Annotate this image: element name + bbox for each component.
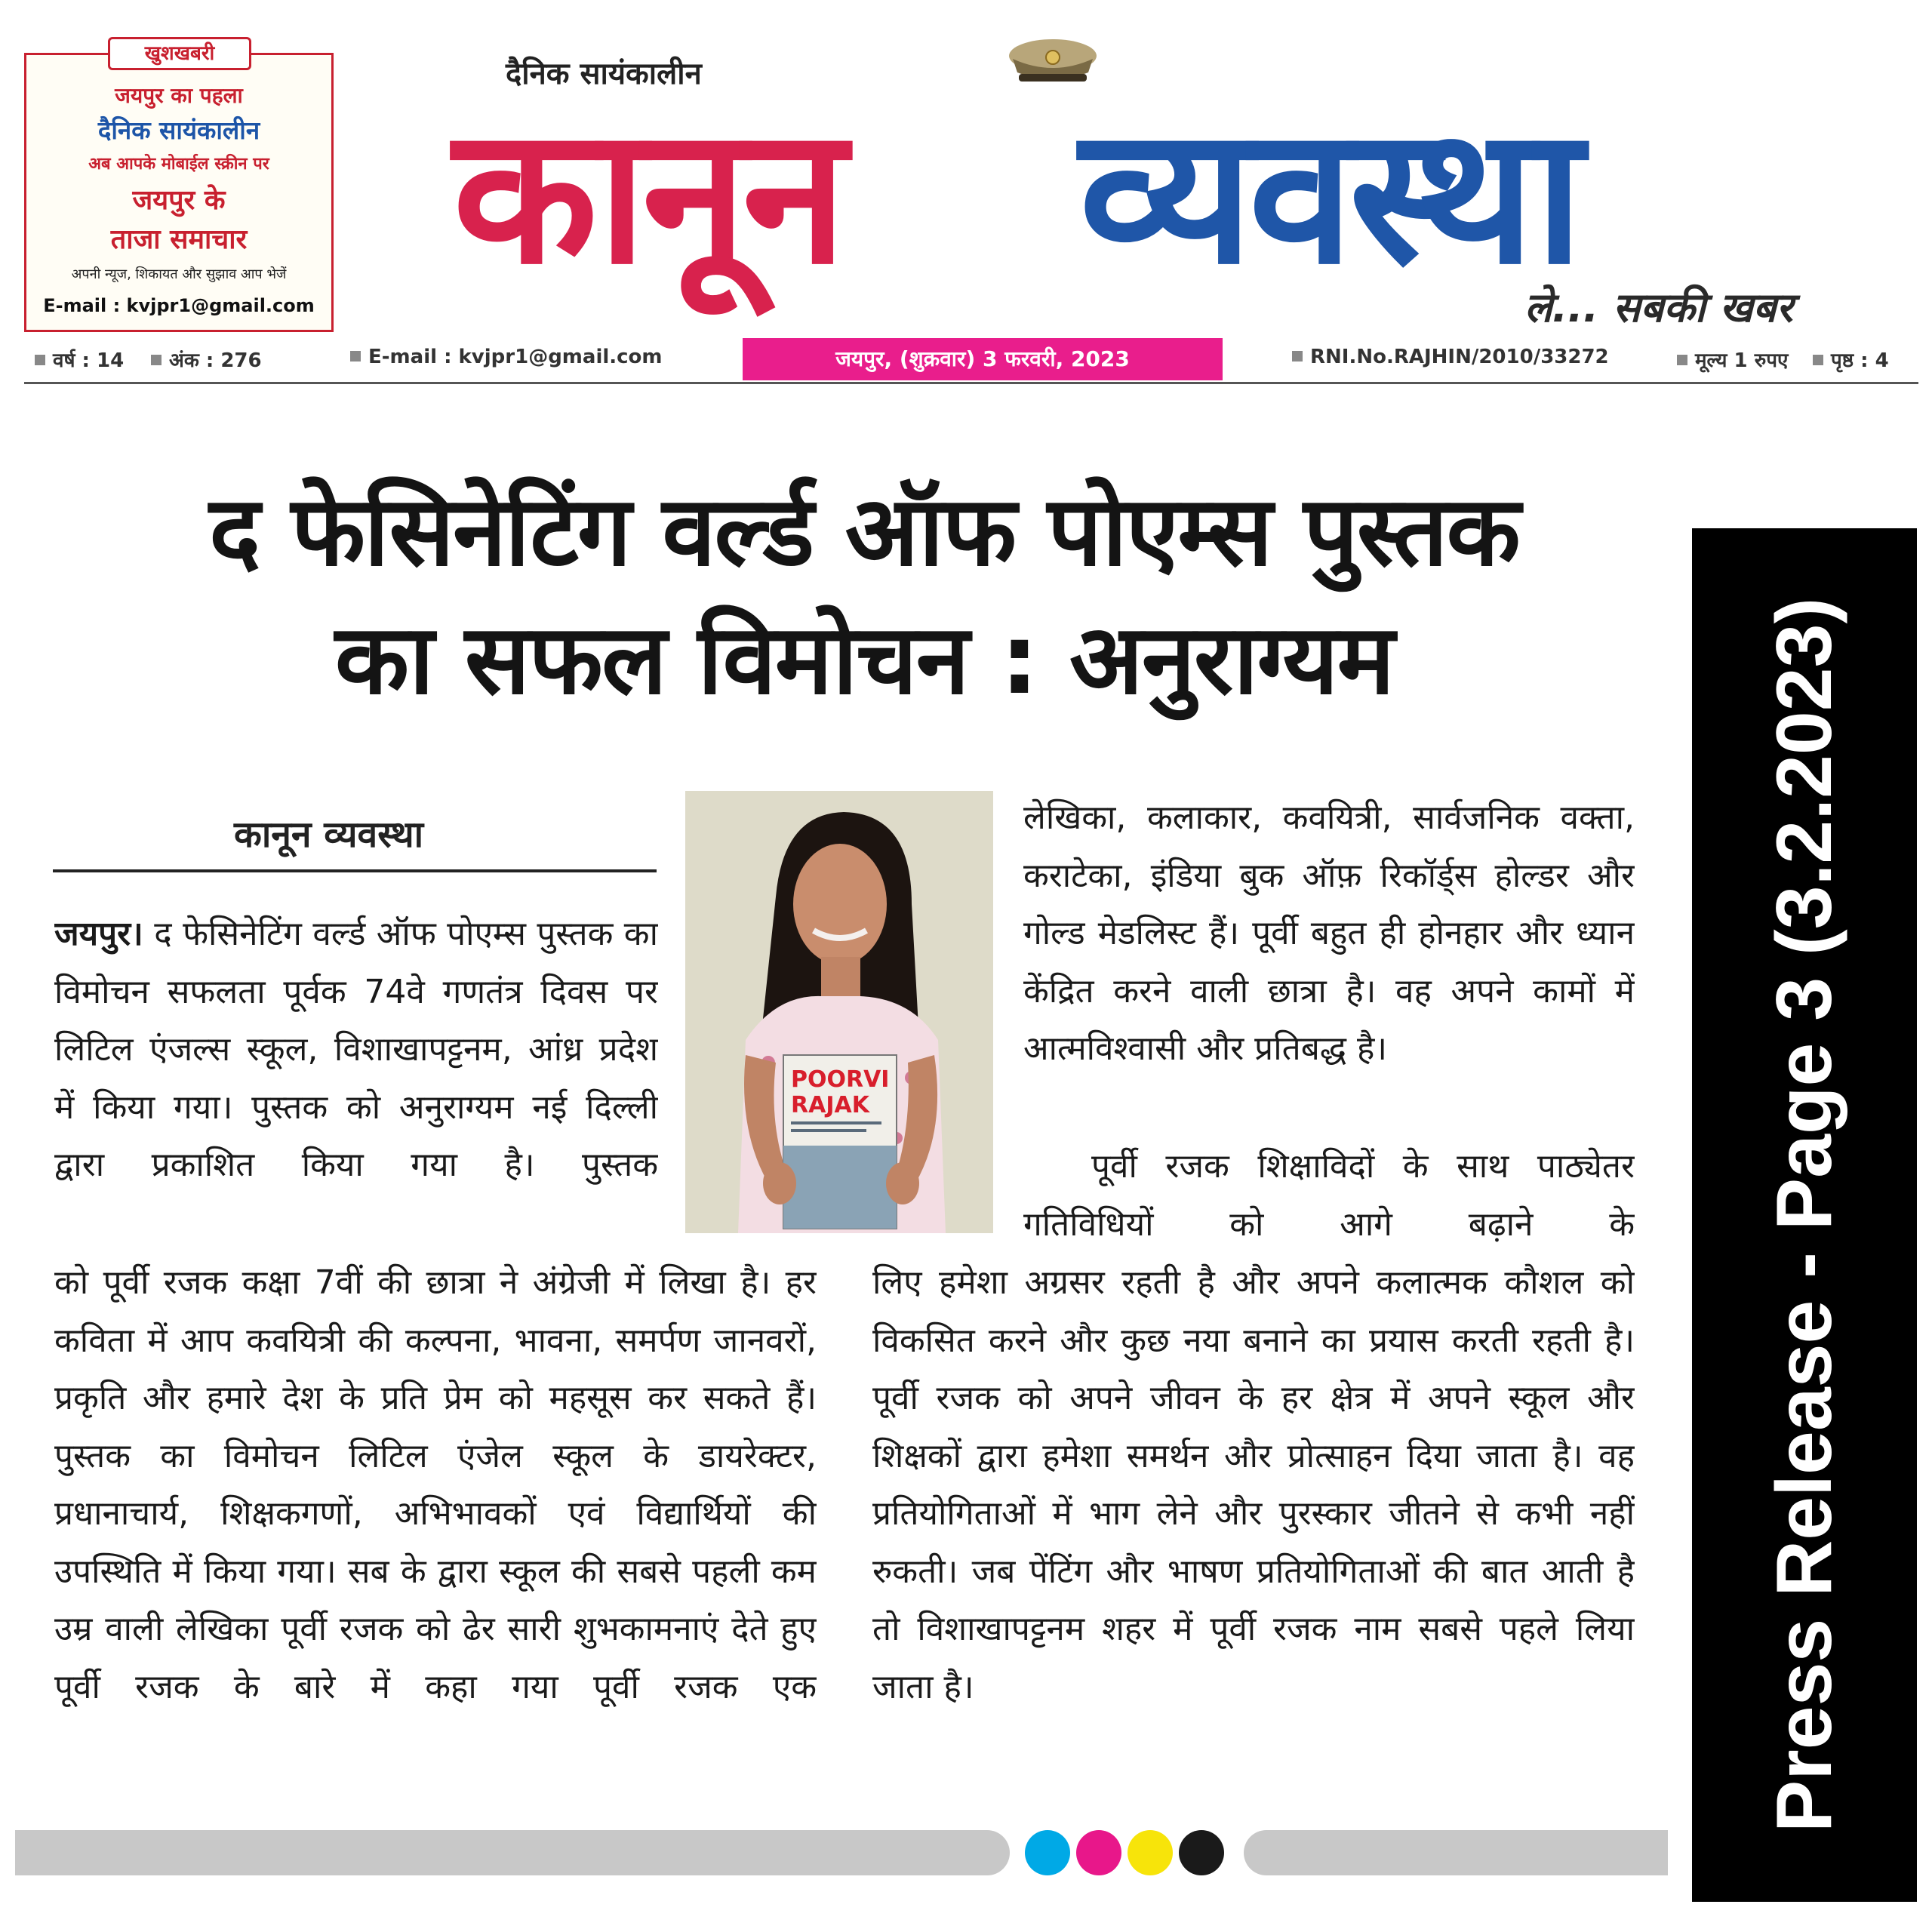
- registration-dots-icon: [1179, 1830, 1224, 1875]
- footer-bar-left: [15, 1830, 1010, 1875]
- promo-line-3: अब आपके मोबाईल स्क्रीन पर: [88, 155, 269, 174]
- book-title-line-2: RAJAK: [791, 1092, 869, 1118]
- masthead-pre-title: दैनिक सायंकालीन: [506, 57, 702, 91]
- info-email: E-mail : kvjpr1@gmail.com: [350, 346, 663, 368]
- article-byline: कानून व्यवस्था: [234, 814, 424, 856]
- promo-line-5: ताजा समाचार: [110, 224, 248, 255]
- promo-email: E-mail : kvjpr1@gmail.com: [43, 295, 315, 316]
- article-text-col1a: द फेसिनेटिंग वर्ल्ड ऑफ पोएम्स पुस्तक का विमोचन सफलता पूर्वक 74वे गणतंत्र दिवस पर लिटिल एंजल्स स्कूल, विशाखापट्टनम, आंध्र प्रदेश में किया गया। पुस्तक को अनुराग्यम नई दिल्ली द्वारा प्रकाशित किया गया है। पुस्तक: [54, 915, 658, 1184]
- book-title-line-1: POORVI: [791, 1066, 890, 1093]
- info-issue: अंक : 276: [151, 346, 262, 373]
- info-price: मूल्य 1 रुपए: [1677, 346, 1788, 373]
- headline-line-2: का सफल विमोचन : अनुराग्यम: [334, 604, 1394, 716]
- promo-box: [24, 42, 334, 332]
- headline-line-1: द फेसिनेटिंग वर्ल्ड ऑफ पोएम्स पुस्तक: [209, 475, 1519, 588]
- info-year: वर्ष : 14: [35, 346, 124, 373]
- promo-line-1: जयपुर का पहला: [115, 83, 243, 108]
- article-column-2-bottom: लिए हमेशा अग्रसर रहती है और अपने कलात्मक कौशल को विकसित करने और कुछ नया बनाने का प्रयास करती रहती है। पूर्वी रजक को अपने जीवन के हर क्षेत्र में अपने स्कूल और शिक्षकों द्वारा हमेशा समर्थन और प्रोत्साहन दिया जाता है। वह प्रतियोगिताओं में भाग लेने और पुरस्कार जीतने से कभी नहीं रुकती। जब पेंटिंग और भाषण प्रतियोगिताओं की बात आती है तो विशाखापट्टनम शहर में पूर्वी रजक नाम सबसे पहले लिया जाता है।: [872, 1263, 1635, 1706]
- promo-line-6: अपनी न्यूज, शिकायत और सुझाव आप भेजें: [71, 266, 287, 282]
- promo-line-4: जयपुर के: [132, 185, 226, 216]
- info-row: [24, 338, 1918, 382]
- promo-line-2: दैनिक सायंकालीन: [97, 115, 260, 145]
- masthead-title-part1: कानून: [453, 86, 843, 306]
- info-rni: RNI.No.RAJHIN/2010/33272: [1292, 346, 1609, 368]
- footer-bar-right: [1244, 1830, 1668, 1875]
- info-date: जयपुर, (शुक्रवार) 3 फरवरी, 2023: [743, 338, 1223, 380]
- article-column-1-top: [54, 906, 658, 1253]
- registration-dots-icon: [1128, 1830, 1173, 1875]
- promo-tag: खुशखबरी: [108, 37, 251, 70]
- side-banner-text: Press Release - Page 3 (3.2.2023): [1761, 597, 1848, 1833]
- byline-rule: [53, 869, 657, 872]
- masthead-title-part2: व्यवस्था: [1079, 86, 1580, 306]
- article-lead-word: जयपुर।: [54, 915, 143, 953]
- masthead-rule: [24, 382, 1918, 384]
- article-column-2-middle: पूर्वी रजक शिक्षाविदों के साथ पाठ्येतर गतिविधियों को आगे बढ़ाने के: [1023, 1147, 1635, 1244]
- article-column-1-bottom: को पूर्वी रजक कक्षा 7वीं की छात्रा ने अंग्रेजी में लिखा है। हर कविता में आप कवयित्री की कल्पना, भावना, समर्पण जानवरों, प्रकृति और हमारे देश के प्रति प्रेम को महसूस कर सकते हैं। पुस्तक का विमोचन लिटिल एंजेल स्कूल के डायरेक्टर, प्रधानाचार्य, शिक्षकगणों, अभिभावकों एवं विद्यार्थियों की उपस्थिति में किया गया। सब के द्वारा स्कूल की सबसे पहली कम उम्र वाली लेखिका पूर्वी रजक को ढेर सारी शुभकामनाएं देते हुए पूर्वी रजक के बारे में कहा गया पूर्वी रजक एक: [54, 1263, 817, 1706]
- article-photo: [685, 791, 993, 1233]
- article-headline: [45, 468, 1683, 724]
- registration-dots-icon: [1025, 1830, 1070, 1875]
- masthead-title: [453, 83, 1796, 309]
- registration-dots-icon: [1076, 1830, 1121, 1875]
- article-column-2-top: लेखिका, कलाकार, कवयित्री, सार्वजनिक वक्ता, कराटेका, इंडिया बुक ऑफ़ रिकॉर्ड्स होल्डर और गोल्ड मेडलिस्ट हैं। पूर्वी बहुत ही होनहार और ध्यान केंद्रित करने वाली छात्रा है। वह अपने कामों में आत्मविश्वासी और प्रतिबद्ध है।: [1023, 798, 1635, 1068]
- info-pages: पृष्ठ : 4: [1813, 346, 1889, 373]
- masthead-tagline: ले... सबकी खबर: [1524, 284, 1793, 331]
